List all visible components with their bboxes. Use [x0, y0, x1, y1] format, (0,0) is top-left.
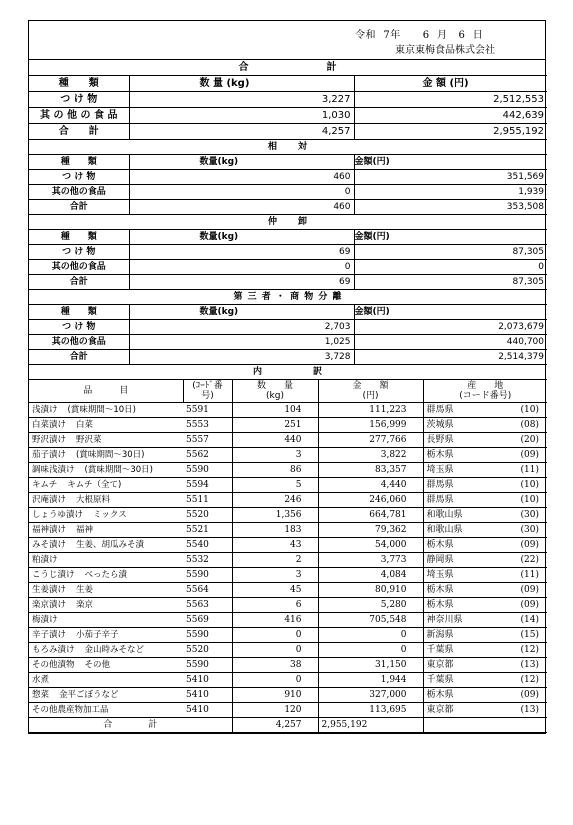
- detail-table: [29, 365, 547, 733]
- qty-cell: 1,030: [129, 108, 354, 124]
- kind-cell: 其の他の食品: [29, 335, 129, 350]
- amount-header: 金額(円): [354, 230, 547, 245]
- kind-cell: つ け 物: [29, 170, 129, 185]
- item-qty: 38: [232, 658, 318, 673]
- origin-pref: 和歌山県: [426, 509, 463, 520]
- report-header: [29, 21, 545, 60]
- detail-row: [29, 658, 547, 673]
- origin-code: (22): [520, 554, 539, 565]
- item-amount: 80,910: [318, 583, 423, 598]
- item-sub: 大根原料: [76, 494, 111, 505]
- kind-cell: 合 計: [29, 124, 129, 140]
- detail-row: [29, 703, 547, 718]
- kind-header: 種 類: [29, 230, 129, 245]
- item-name: 梅漬け: [32, 614, 58, 625]
- item-name: こうじ漬け: [32, 569, 75, 580]
- detail-row: [29, 523, 547, 538]
- section-title: 合 計: [29, 60, 547, 76]
- item-qty: 2: [232, 553, 318, 568]
- item-amount: 277,766: [318, 433, 423, 448]
- amount-cell: 2,955,192: [354, 124, 547, 140]
- qty-cell: 69: [129, 275, 354, 290]
- kind-cell: 其の他の食品: [29, 260, 129, 275]
- qty-cell: 0: [129, 185, 354, 200]
- origin-code: (10): [520, 479, 539, 490]
- item-code: 5562: [183, 448, 232, 463]
- summary-row: [29, 92, 547, 108]
- item-qty: 440: [232, 433, 318, 448]
- item-amount: 705,548: [318, 613, 423, 628]
- origin-pref: 群馬県: [426, 494, 454, 505]
- detail-row: [29, 598, 547, 613]
- detail-row: [29, 553, 547, 568]
- origin-code: (09): [520, 599, 539, 610]
- kind-cell: つ け 物: [29, 92, 129, 108]
- origin-code: (08): [520, 419, 539, 430]
- origin-code: (09): [520, 539, 539, 550]
- item-code: 5520: [183, 643, 232, 658]
- item-amount: 1,944: [318, 673, 423, 688]
- item-amount: 54,000: [318, 538, 423, 553]
- item-name: その他漬物: [32, 659, 75, 670]
- qty-header: 数量(kg): [129, 155, 354, 170]
- item-sub: その他: [84, 659, 111, 670]
- detail-row: [29, 583, 547, 598]
- item-code: 5410: [183, 703, 232, 718]
- item-name: みそ漬け: [32, 539, 67, 550]
- item-qty: 910: [232, 688, 318, 703]
- detail-row: [29, 508, 547, 523]
- item-code: 5410: [183, 673, 232, 688]
- origin-code: (12): [520, 674, 539, 685]
- origin-pref: 長野県: [426, 434, 454, 445]
- qty-unit: (kg): [266, 391, 284, 401]
- item-amount: 83,357: [318, 463, 423, 478]
- report-sheet: [28, 20, 546, 734]
- item-qty: 251: [232, 418, 318, 433]
- item-amount: 5,280: [318, 598, 423, 613]
- detail-row: [29, 433, 547, 448]
- item-name: 辛子漬け: [32, 629, 67, 640]
- item-sub: 金平ごぼうなど: [59, 689, 119, 700]
- detail-row: [29, 628, 547, 643]
- summary-row: [29, 275, 547, 290]
- amount-cell: 1,939: [354, 185, 547, 200]
- item-amount: 327,000: [318, 688, 423, 703]
- kind-cell: 合計: [29, 350, 129, 365]
- amount-cell: 0: [354, 260, 547, 275]
- kind-cell: 合計: [29, 200, 129, 215]
- origin-code: (30): [520, 509, 539, 520]
- origin-pref: 神奈川県: [426, 614, 463, 625]
- origin-pref: 群馬県: [426, 479, 454, 490]
- qty-cell: 2,703: [129, 320, 354, 335]
- code-header: (ｺｰﾄﾞ番号): [183, 380, 232, 403]
- item-code: 5591: [183, 403, 232, 418]
- amount-cell: 440,700: [354, 335, 547, 350]
- qty-cell: 0: [129, 260, 354, 275]
- item-amount: 246,060: [318, 493, 423, 508]
- origin-pref: 栃木県: [426, 689, 454, 700]
- origin-code: (09): [520, 584, 539, 595]
- item-amount: 3,773: [318, 553, 423, 568]
- item-name: 調味浅漬け: [32, 464, 75, 475]
- origin-pref: 東京都: [426, 704, 454, 715]
- qty-header: 数量(kg): [129, 230, 354, 245]
- origin-code: (20): [520, 434, 539, 445]
- item-qty: 183: [232, 523, 318, 538]
- summary-row: [29, 200, 547, 215]
- item-code: 5532: [183, 553, 232, 568]
- item-amount: 3,822: [318, 448, 423, 463]
- amount-header: 金 額: [352, 381, 389, 391]
- origin-code: (09): [520, 449, 539, 460]
- item-qty: 6: [232, 598, 318, 613]
- origin-code: (13): [520, 659, 539, 670]
- detail-row: [29, 613, 547, 628]
- origin-code: (11): [520, 464, 539, 475]
- detail-row: [29, 403, 547, 418]
- item-qty: 1,356: [232, 508, 318, 523]
- item-name: 沢庵漬け: [32, 494, 67, 505]
- summary-row: [29, 260, 547, 275]
- amount-cell: 87,305: [354, 245, 547, 260]
- item-sub: 小茄子辛子: [76, 629, 119, 640]
- qty-header: 数量(kg): [129, 305, 354, 320]
- item-code: 5563: [183, 598, 232, 613]
- report-date: 令和 7年 6 月 6 日: [355, 30, 484, 41]
- origin-pref: 栃木県: [426, 449, 454, 460]
- amount-unit: (円): [362, 391, 379, 401]
- item-sub: 野沢菜: [76, 434, 102, 445]
- qty-header: 数 量: [256, 381, 293, 391]
- detail-row: [29, 493, 547, 508]
- item-amount: 156,999: [318, 418, 423, 433]
- origin-pref: 茨城県: [426, 419, 454, 430]
- item-qty: 3: [232, 568, 318, 583]
- origin-pref: 埼玉県: [426, 569, 454, 580]
- origin-pref: 東京都: [426, 659, 454, 670]
- item-amount: 664,781: [318, 508, 423, 523]
- amount-cell: 351,569: [354, 170, 547, 185]
- origin-pref: 新潟県: [426, 629, 454, 640]
- item-code: 5564: [183, 583, 232, 598]
- item-name: キムチ: [32, 479, 58, 490]
- item-name: しょうゆ漬け: [32, 509, 84, 520]
- origin-pref: 和歌山県: [426, 524, 463, 535]
- origin-code: (15): [520, 629, 539, 640]
- origin-pref: 千葉県: [426, 674, 454, 685]
- item-sub: 生姜、胡瓜みそ漬: [76, 539, 145, 550]
- detail-row: [29, 538, 547, 553]
- amount-cell: 2,073,679: [354, 320, 547, 335]
- item-sub: 金山時みそなど: [84, 644, 145, 655]
- item-sub: 楽京: [76, 599, 94, 610]
- qty-cell: 460: [129, 170, 354, 185]
- origin-code: (13): [520, 704, 539, 715]
- detail-row: [29, 478, 547, 493]
- item-name: 粕漬け: [32, 554, 58, 565]
- detail-row: [29, 568, 547, 583]
- item-code: 5521: [183, 523, 232, 538]
- qty-cell: 69: [129, 245, 354, 260]
- amount-header: 金額(円): [354, 155, 547, 170]
- qty-cell: 4,257: [129, 124, 354, 140]
- qty-cell: 3,227: [129, 92, 354, 108]
- section-title: 仲 卸: [29, 215, 547, 230]
- item-qty: 246: [232, 493, 318, 508]
- detail-row: [29, 688, 547, 703]
- origin-pref: 群馬県: [426, 404, 454, 415]
- item-code: 5590: [183, 658, 232, 673]
- item-sub: キムチ（全て): [67, 479, 122, 490]
- item-code: 5540: [183, 538, 232, 553]
- summary-row: [29, 320, 547, 335]
- item-amount: 0: [318, 643, 423, 658]
- item-code: 5590: [183, 628, 232, 643]
- amount-cell: 2,512,553: [354, 92, 547, 108]
- item-qty: 120: [232, 703, 318, 718]
- qty-cell: 3,728: [129, 350, 354, 365]
- item-code: 5590: [183, 568, 232, 583]
- summary-row: [29, 350, 547, 365]
- item-name: その他農産物加工品: [32, 704, 109, 715]
- item-sub: (賞味期間～30日): [84, 464, 153, 475]
- amount-cell: 442,639: [354, 108, 547, 124]
- origin-pref: 静岡県: [426, 554, 454, 565]
- detail-row: [29, 418, 547, 433]
- amount-cell: 2,514,379: [354, 350, 547, 365]
- item-name: 浅漬け: [32, 404, 58, 415]
- origin-code: (14): [520, 614, 539, 625]
- kind-cell: 其の他の食品: [29, 185, 129, 200]
- item-code: 5590: [183, 463, 232, 478]
- kind-header: 種 類: [29, 305, 129, 320]
- summary-row: [29, 185, 547, 200]
- origin-code: (10): [520, 494, 539, 505]
- origin-code: (12): [520, 644, 539, 655]
- summary-table: [29, 60, 547, 365]
- detail-total-row: [29, 718, 547, 733]
- summary-row: [29, 124, 547, 140]
- item-sub: (賞味期間～10日): [67, 404, 136, 415]
- item-name: 茄子漬け: [32, 449, 67, 460]
- item-sub: べったら漬: [84, 569, 128, 580]
- item-code: 5594: [183, 478, 232, 493]
- summary-row: [29, 108, 547, 124]
- item-amount: 4,084: [318, 568, 423, 583]
- item-name: 白菜漬け: [32, 419, 67, 430]
- origin-code: (09): [520, 689, 539, 700]
- summary-row: [29, 170, 547, 185]
- origin-code: (30): [520, 524, 539, 535]
- kind-cell: 合計: [29, 275, 129, 290]
- origin-header: 産 地: [467, 381, 504, 391]
- qty-cell: 460: [129, 200, 354, 215]
- item-qty: 0: [232, 643, 318, 658]
- amount-header: 金 額 (円): [354, 76, 547, 92]
- detail-row: [29, 463, 547, 478]
- section-title: 第 三 者 ・ 商 物 分 離: [29, 290, 547, 305]
- item-qty: 86: [232, 463, 318, 478]
- detail-row: [29, 448, 547, 463]
- item-qty: 43: [232, 538, 318, 553]
- origin-code: (10): [520, 404, 539, 415]
- origin-pref: 栃木県: [426, 599, 454, 610]
- item-sub: (賞味期間～30日): [76, 449, 145, 460]
- item-qty: 416: [232, 613, 318, 628]
- item-name: 水煮: [32, 674, 50, 685]
- kind-cell: つ け 物: [29, 245, 129, 260]
- item-name: 惣菜: [32, 689, 50, 700]
- item-amount: 4,440: [318, 478, 423, 493]
- item-qty: 0: [232, 673, 318, 688]
- item-code: 5410: [183, 688, 232, 703]
- item-code: 5557: [183, 433, 232, 448]
- item-amount: 113,695: [318, 703, 423, 718]
- origin-code: (11): [520, 569, 539, 580]
- total-label: 合 計: [29, 718, 232, 733]
- origin-pref: 栃木県: [426, 539, 454, 550]
- item-header: 品 目: [29, 380, 183, 403]
- origin-pref: 千葉県: [426, 644, 454, 655]
- kind-header: 種 類: [29, 155, 129, 170]
- origin-pref: 栃木県: [426, 584, 454, 595]
- item-sub: ミックス: [93, 509, 127, 520]
- item-qty: 45: [232, 583, 318, 598]
- item-qty: 104: [232, 403, 318, 418]
- item-amount: 79,362: [318, 523, 423, 538]
- item-code: 5520: [183, 508, 232, 523]
- detail-row: [29, 673, 547, 688]
- origin-pref: 埼玉県: [426, 464, 454, 475]
- item-name: 福神漬け: [32, 524, 67, 535]
- item-name: もろみ漬け: [32, 644, 75, 655]
- qty-header: 数 量 (kg): [129, 76, 354, 92]
- item-name: 生姜漬け: [32, 584, 67, 595]
- item-sub: 白菜: [76, 419, 94, 430]
- amount-header: 金額(円): [354, 305, 547, 320]
- item-name: 野沢漬け: [32, 434, 67, 445]
- item-qty: 5: [232, 478, 318, 493]
- kind-header: 種 類: [29, 76, 129, 92]
- detail-title: 内 訳: [29, 365, 547, 380]
- amount-cell: 353,508: [354, 200, 547, 215]
- summary-row: [29, 335, 547, 350]
- item-sub: 生姜: [76, 584, 94, 595]
- origin-unit: (コード番号): [459, 391, 512, 401]
- item-code: 5569: [183, 613, 232, 628]
- item-name: 楽京漬け: [32, 599, 67, 610]
- summary-row: [29, 245, 547, 260]
- kind-cell: 其 の 他 の 食 品: [29, 108, 129, 124]
- item-code: 5511: [183, 493, 232, 508]
- item-code: 5553: [183, 418, 232, 433]
- item-qty: 0: [232, 628, 318, 643]
- company-name: 東京東梅食品株式会社: [395, 45, 495, 56]
- section-title: 相 対: [29, 140, 547, 155]
- amount-cell: 87,305: [354, 275, 547, 290]
- item-amount: 0: [318, 628, 423, 643]
- total-amount: 2,955,192: [318, 718, 423, 733]
- item-qty: 3: [232, 448, 318, 463]
- qty-cell: 1,025: [129, 335, 354, 350]
- item-amount: 111,223: [318, 403, 423, 418]
- detail-row: [29, 643, 547, 658]
- kind-cell: つ け 物: [29, 320, 129, 335]
- total-qty: 4,257: [232, 718, 318, 733]
- item-amount: 31,150: [318, 658, 423, 673]
- item-sub: 福神: [76, 524, 94, 535]
